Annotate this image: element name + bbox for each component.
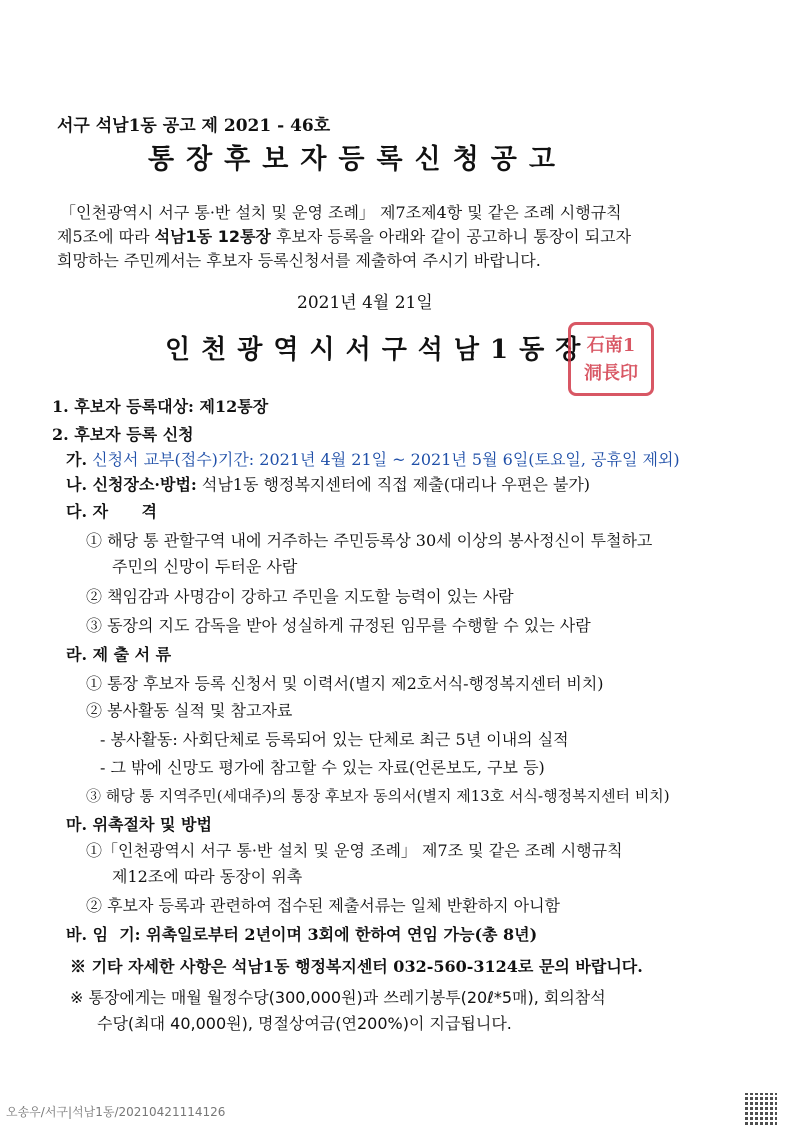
note-allowance: ※ 통장에게는 매월 월정수당(300,000원)과 쓰레기봉투(20ℓ*5매), 회의참석 (70, 988, 606, 1007)
document-1: ① 통장 후보자 등록 신청서 및 이력서(별지 제2호서식-행정복지센터 비치) (86, 674, 604, 693)
procedure-2: ② 후보자 등록과 관련하여 접수된 제출서류는 일체 반환하지 아니함 (86, 896, 561, 915)
intro-text: 후보자 등록을 아래와 같이 공고하니 통장이 되고자 (270, 227, 632, 246)
item-1: 1. 후보자 등록대상: 제12통장 (52, 397, 269, 416)
item-2: 2. 후보자 등록 신청 (52, 425, 194, 444)
intro-highlight: 석남1동 12통장 (154, 227, 271, 246)
intro-line-3: 희망하는 주민께서는 후보자 등록신청서를 제출하여 주시기 바랍니다. (57, 251, 541, 270)
qualification-3: ③ 동장의 지도 감독을 받아 성실하게 규정된 임무를 수행할 수 있는 사람 (86, 616, 591, 635)
procedure-1: ①「인천광역시 서구 통·반 설치 및 운영 조례」 제7조 및 같은 조례 시행규칙 (86, 841, 623, 860)
notice-reference: 서구 석남1동 공고 제 2021 - 46호 (57, 116, 331, 136)
item-label: 나. 신청장소·방법: (66, 475, 197, 494)
item-ba: 바. 임 기: 위촉일로부터 2년이며 3회에 한하여 연임 가능(총 8년) (66, 925, 538, 944)
signer: 인천광역시서구석남1동장 (165, 335, 592, 365)
note-contact: ※ 기타 자세한 사항은 석남1동 행정복지센터 032-560-3124로 문의 바랍니다. (70, 957, 643, 976)
intro-line-2 (57, 227, 631, 247)
item-text: 석남1동 행정복지센터에 직접 제출(대리나 우편은 불가) (196, 475, 591, 494)
official-seal (568, 322, 654, 396)
item-da: 다. 자 격 (66, 502, 157, 521)
item-label: 가. (66, 450, 88, 469)
application-period: 신청서 교부(접수)기간: 2021년 4월 21일 ~ 2021년 5월 6일(토요일, 공휴일 제외) (92, 450, 680, 469)
item-ma: 마. 위촉절차 및 방법 (66, 815, 212, 834)
qualification-1: ① 해당 통 관할구역 내에 거주하는 주민등록상 30세 이상의 봉사정신이 투철하고 (86, 531, 653, 550)
note-allowance-cont: 수당(최대 40,000원), 명절상여금(연200%)이 지급됩니다. (97, 1014, 512, 1033)
notice-date: 2021년 4월 21일 (297, 293, 433, 313)
qualification-2: ② 책임감과 사명감이 강하고 주민을 지도할 능력이 있는 사람 (86, 587, 514, 606)
intro-line-1: 「인천광역시 서구 통·반 설치 및 운영 조례」 제7조제4항 및 같은 조례 시행규칙 (60, 203, 622, 222)
footer-stamp: 오송우/서구|석남1동/20210421114126 (6, 1105, 226, 1119)
qualification-1-cont: 주민의 신망이 두터운 사람 (112, 557, 298, 576)
document-2b: - 그 밖에 신망도 평가에 참고할 수 있는 자료(언론보도, 구보 등) (100, 758, 545, 777)
item-ra: 라. 제 출 서 류 (66, 645, 172, 664)
document-2a: - 봉사활동: 사회단체로 등록되어 있는 단체로 최근 5년 이내의 실적 (100, 730, 569, 749)
item-na (66, 475, 590, 495)
item-ga (66, 450, 680, 470)
page-title: 통장후보자등록신청공고 (148, 144, 567, 175)
procedure-1-cont: 제12조에 따라 동장이 위촉 (112, 867, 303, 886)
seal-text: 洞長印 (584, 363, 638, 384)
document-2: ② 봉사활동 실적 및 참고자료 (86, 701, 293, 720)
intro-text: 제5조에 따라 (57, 227, 155, 246)
document-3: ③ 해당 통 지역주민(세대주)의 통장 후보자 동의서(별지 제13호 서식-행정복지센터 비치) (86, 787, 670, 805)
qr-code-icon (745, 1093, 777, 1125)
seal-text: 石南1 (586, 335, 636, 356)
